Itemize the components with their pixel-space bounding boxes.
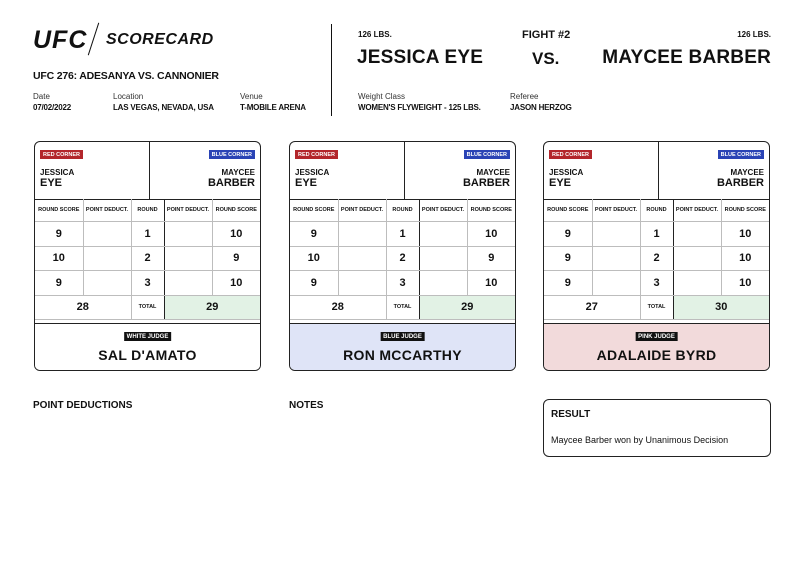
total-label: TOTAL: [386, 295, 419, 319]
location-label: Location: [113, 92, 144, 101]
red-round-score: 9: [544, 246, 592, 271]
red-round-score: 9: [290, 271, 338, 296]
red-corner-tag: RED CORNER: [40, 150, 83, 159]
judge-tag: PINK JUDGE: [635, 332, 678, 341]
vs-label: VS.: [532, 49, 560, 68]
date-label: Date: [33, 92, 50, 101]
referee-value: JASON HERZOG: [510, 103, 572, 112]
blue-corner-name: [463, 167, 510, 189]
total-label: TOTAL: [131, 295, 164, 319]
round-score-header: ROUND SCORE: [544, 200, 592, 222]
red-point-deduction: [338, 222, 386, 247]
red-round-score: 9: [544, 222, 592, 247]
round-number: 2: [131, 246, 164, 271]
red-point-deduction: [83, 271, 131, 296]
red-corner-tag: RED CORNER: [549, 150, 592, 159]
round-number: 2: [386, 246, 419, 271]
red-point-deduction: [338, 246, 386, 271]
blue-point-deduction: [673, 271, 721, 296]
blue-point-deduction: [673, 222, 721, 247]
blue-round-score: 10: [721, 271, 769, 296]
location-value: LAS VEGAS, NEVADA, USA: [113, 103, 214, 112]
point-deduct-header: POINT DEDUCT.: [673, 200, 721, 222]
red-round-score: 9: [544, 271, 592, 296]
red-round-score: 9: [35, 222, 83, 247]
blue-first-name: MAYCEE: [221, 168, 255, 177]
result-box: [543, 399, 771, 457]
score-header-row: [544, 200, 769, 222]
blue-round-score: 10: [721, 222, 769, 247]
point-deduct-header: POINT DEDUCT.: [83, 200, 131, 222]
red-round-score: 9: [35, 271, 83, 296]
score-header-row: [35, 200, 260, 222]
corner-divider: [149, 142, 150, 199]
score-table: [544, 199, 769, 320]
red-first-name: JESSICA: [40, 168, 75, 177]
red-round-score: 10: [290, 246, 338, 271]
round-header: ROUND: [131, 200, 164, 222]
blue-corner-tag: BLUE CORNER: [464, 150, 510, 159]
total-row: [35, 295, 260, 319]
red-total: 28: [35, 295, 131, 319]
blue-point-deduction: [419, 271, 467, 296]
header-divider: [331, 24, 332, 116]
fight-number: FIGHT #2: [522, 29, 571, 41]
blue-last-name: BARBER: [462, 177, 510, 189]
total-row: [290, 295, 515, 319]
round-row: [290, 246, 515, 271]
red-corner-name: [40, 167, 74, 189]
round-row: [544, 246, 769, 271]
blue-last-name: BARBER: [716, 177, 764, 189]
scorecard-title: SCORECARD: [106, 31, 214, 48]
red-fighter-name: JESSICA EYE: [357, 47, 484, 68]
blue-point-deduction: [673, 246, 721, 271]
blue-round-score: 10: [467, 271, 515, 296]
judge-name: SAL D'AMATO: [98, 347, 197, 363]
blue-corner-name: [208, 167, 255, 189]
corner-divider: [658, 142, 659, 199]
blue-point-deduction: [164, 246, 212, 271]
blue-corner-tag: BLUE CORNER: [209, 150, 255, 159]
blue-round-score: 9: [212, 246, 260, 271]
round-score-header: ROUND SCORE: [467, 200, 515, 222]
blue-round-score: 9: [467, 246, 515, 271]
blue-last-name: BARBER: [207, 177, 255, 189]
round-number: 3: [640, 271, 673, 296]
round-score-header: ROUND SCORE: [212, 200, 260, 222]
red-point-deduction: [83, 246, 131, 271]
round-score-header: ROUND SCORE: [35, 200, 83, 222]
blue-point-deduction: [164, 222, 212, 247]
notes-heading: NOTES: [289, 400, 324, 411]
ufc-logo: UFC: [33, 26, 88, 54]
red-first-name: JESSICA: [549, 168, 584, 177]
blue-corner-name: [717, 167, 764, 189]
red-corner-name: [549, 167, 583, 189]
round-row: [544, 222, 769, 247]
logo-divider: [88, 23, 99, 56]
blue-round-score: 10: [467, 222, 515, 247]
point-deduct-header: POINT DEDUCT.: [338, 200, 386, 222]
date-value: 07/02/2022: [33, 103, 72, 112]
blue-first-name: MAYCEE: [476, 168, 510, 177]
result-title: RESULT: [551, 409, 591, 420]
judge-tag: WHITE JUDGE: [124, 332, 172, 341]
round-row: [35, 246, 260, 271]
round-row: [35, 271, 260, 296]
total-label: TOTAL: [640, 295, 673, 319]
red-corner-name: [295, 167, 329, 189]
red-first-name: JESSICA: [295, 168, 330, 177]
score-header-row: [290, 200, 515, 222]
blue-point-deduction: [419, 222, 467, 247]
blue-total: 29: [419, 295, 515, 319]
event-title: UFC 276: ADESANYA VS. CANNONIER: [33, 70, 219, 82]
blue-point-deduction: [419, 246, 467, 271]
red-round-score: 9: [290, 222, 338, 247]
round-score-header: ROUND SCORE: [721, 200, 769, 222]
point-deductions-heading: POINT DEDUCTIONS: [33, 400, 133, 411]
red-point-deduction: [83, 222, 131, 247]
blue-total: 29: [164, 295, 260, 319]
red-total: 27: [544, 295, 640, 319]
red-weight: 126 LBS.: [358, 30, 392, 39]
blue-round-score: 10: [721, 246, 769, 271]
judge-scorecard: [543, 141, 770, 371]
blue-fighter-name: MAYCEE BARBER: [602, 47, 771, 68]
weight-class-value: WOMEN'S FLYWEIGHT - 125 LBS.: [358, 103, 481, 112]
round-header: ROUND: [386, 200, 419, 222]
point-deduct-header: POINT DEDUCT.: [592, 200, 640, 222]
blue-point-deduction: [164, 271, 212, 296]
round-row: [290, 271, 515, 296]
round-number: 2: [640, 246, 673, 271]
blue-round-score: 10: [212, 271, 260, 296]
red-point-deduction: [592, 271, 640, 296]
blue-weight: 126 LBS.: [737, 30, 771, 39]
red-corner-tag: RED CORNER: [295, 150, 338, 159]
judge-name: ADALAIDE BYRD: [596, 347, 717, 363]
red-total: 28: [290, 295, 386, 319]
red-last-name: EYE: [295, 177, 318, 189]
venue-value: T-MOBILE ARENA: [240, 103, 306, 112]
red-last-name: EYE: [549, 177, 572, 189]
weight-class-label: Weight Class: [358, 92, 405, 101]
round-header: ROUND: [640, 200, 673, 222]
total-row: [544, 295, 769, 319]
venue-label: Venue: [240, 92, 263, 101]
round-number: 1: [386, 222, 419, 247]
red-point-deduction: [592, 222, 640, 247]
judge-scorecard: [289, 141, 516, 371]
judge-scorecard: [34, 141, 261, 371]
red-point-deduction: [338, 271, 386, 296]
result-text: Maycee Barber won by Unanimous Decision: [551, 435, 729, 445]
round-row: [544, 271, 769, 296]
round-score-header: ROUND SCORE: [290, 200, 338, 222]
judge-tag: BLUE JUDGE: [380, 332, 425, 341]
blue-corner-tag: BLUE CORNER: [718, 150, 764, 159]
red-round-score: 10: [35, 246, 83, 271]
round-row: [35, 222, 260, 247]
blue-total: 30: [673, 295, 769, 319]
judge-box: [544, 323, 769, 371]
red-point-deduction: [592, 246, 640, 271]
point-deduct-header: POINT DEDUCT.: [419, 200, 467, 222]
judge-box: [290, 323, 515, 371]
red-last-name: EYE: [40, 177, 63, 189]
round-number: 1: [131, 222, 164, 247]
round-row: [290, 222, 515, 247]
score-table: [290, 199, 515, 320]
judge-box: [35, 323, 260, 371]
judge-name: RON MCCARTHY: [343, 347, 462, 363]
blue-first-name: MAYCEE: [730, 168, 764, 177]
point-deduct-header: POINT DEDUCT.: [164, 200, 212, 222]
round-number: 1: [640, 222, 673, 247]
blue-round-score: 10: [212, 222, 260, 247]
round-number: 3: [131, 271, 164, 296]
score-table: [35, 199, 260, 320]
corner-divider: [404, 142, 405, 199]
referee-label: Referee: [510, 92, 539, 101]
round-number: 3: [386, 271, 419, 296]
